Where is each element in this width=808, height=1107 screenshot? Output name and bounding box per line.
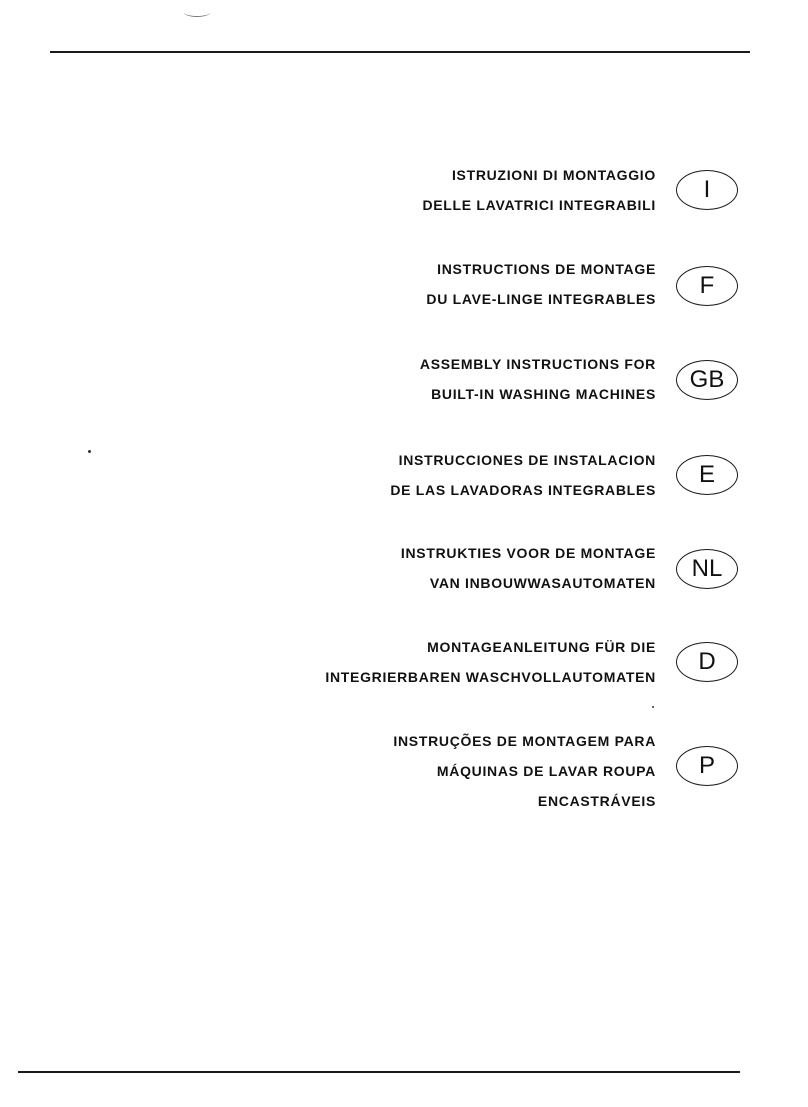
language-code-badge: D	[676, 642, 738, 682]
section-title-line: ENCASTRÁVEIS	[537, 793, 656, 809]
section-title-line: BUILT-IN WASHING MACHINES	[431, 386, 656, 402]
language-code-badge: I	[676, 170, 738, 210]
section-title-line: MONTAGEANLEITUNG FÜR DIE	[427, 639, 656, 655]
language-section-d	[0, 632, 656, 692]
scan-speck	[652, 706, 654, 708]
language-section-gb	[0, 349, 656, 409]
language-section-nl	[0, 538, 656, 598]
bottom-rule	[18, 1071, 740, 1073]
scan-artifact	[184, 8, 210, 17]
section-title-line: ASSEMBLY INSTRUCTIONS FOR	[419, 356, 656, 372]
language-section-i	[0, 160, 656, 220]
section-title-line: VAN INBOUWWASAUTOMATEN	[429, 575, 656, 591]
section-title-line: INSTRUCCIONES DE INSTALACION	[398, 452, 656, 468]
language-code-badge: NL	[676, 549, 738, 589]
language-code-badge: GB	[676, 360, 738, 400]
language-code-badge: P	[676, 746, 738, 786]
top-rule	[50, 51, 750, 53]
language-code-badge: E	[676, 455, 738, 495]
language-section-p	[0, 726, 656, 816]
section-title-line: DELLE LAVATRICI INTEGRABILI	[422, 197, 656, 213]
section-title-line: DU LAVE-LINGE INTEGRABLES	[426, 291, 656, 307]
section-title-line: INSTRUKTIES VOOR DE MONTAGE	[400, 545, 656, 561]
section-title-line: DE LAS LAVADORAS INTEGRABLES	[390, 482, 656, 498]
section-title-line: ISTRUZIONI DI MONTAGGIO	[451, 167, 656, 183]
language-code-badge: F	[676, 266, 738, 306]
section-title-line: INSTRUCTIONS DE MONTAGE	[437, 261, 656, 277]
section-title-line: INSTRUÇÕES DE MONTAGEM PARA	[393, 733, 656, 749]
section-title-line: MÁQUINAS DE LAVAR ROUPA	[436, 763, 656, 779]
language-section-e	[0, 445, 656, 505]
language-section-f	[0, 254, 656, 314]
section-title-line: INTEGRIERBAREN WASCHVOLLAUTOMATEN	[325, 669, 656, 685]
